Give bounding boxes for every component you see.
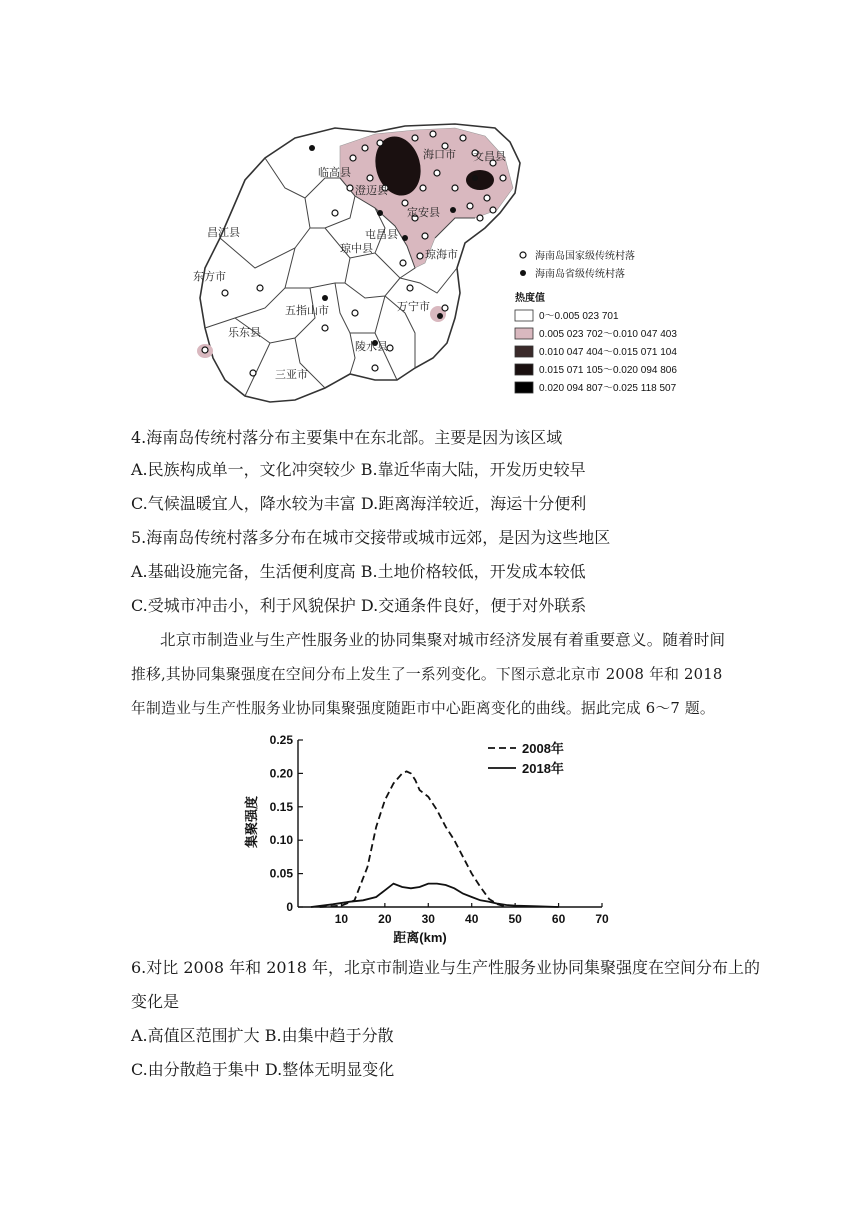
heat-swatch <box>515 364 533 375</box>
x-tick-label: 60 <box>551 912 566 926</box>
label-changjiang: 昌江县 <box>207 226 240 239</box>
label-haikou: 海口市 <box>423 148 456 161</box>
y-tick-label: 0 <box>286 900 293 914</box>
heat-swatch <box>515 328 533 339</box>
legend-label: 2018年 <box>522 761 564 776</box>
label-dingan: 定安县 <box>407 206 440 219</box>
y-tick-label: 0.10 <box>269 833 293 848</box>
label-chengmai: 澄迈县 <box>355 184 388 197</box>
q5-stem: 5.海南岛传统村落多分布在城市交接带或城市远郊，是因为这些地区 <box>131 528 611 547</box>
legend-provincial: 海南岛省级传统村落 <box>535 269 625 280</box>
label-ledong: 乐东县 <box>228 326 261 339</box>
map-legend <box>515 249 677 394</box>
legend-label: 2008年 <box>522 741 564 756</box>
heat-range-label: 0.020 094 807～0.025 118 507 <box>539 383 677 394</box>
heat-range-label: 0.010 047 404～0.015 071 104 <box>539 347 677 358</box>
passage-line-1: 北京市制造业与生产性服务业的协同集聚对城市经济发展有着重要意义。随着时间 <box>160 631 726 649</box>
label-wanning: 万宁市 <box>397 300 430 313</box>
heat-swatch <box>515 310 533 321</box>
label-lingao: 临高县 <box>318 166 351 179</box>
chart-xlabel: 距离(km) <box>393 930 447 945</box>
y-tick-label: 0.20 <box>269 766 293 781</box>
heat-range-label: 0～0.005 023 701 <box>539 311 619 322</box>
x-tick-label: 20 <box>378 912 392 926</box>
label-dongfang: 东方市 <box>193 270 226 283</box>
heat-range-label: 0.005 023 702～0.010 047 403 <box>539 329 677 340</box>
x-tick-label: 30 <box>421 912 435 926</box>
hainan-village-map <box>175 118 705 413</box>
label-qiongzhong: 琼中县 <box>340 242 373 255</box>
x-tick-label: 10 <box>334 912 349 926</box>
passage-line-3: 年制造业与生产性服务业协同集聚强度随距市中心距离变化的曲线。据此完成 6～7 题。 <box>131 700 715 717</box>
heat-title: 热度值 <box>515 293 545 304</box>
heat-swatch <box>515 346 533 357</box>
x-tick-label: 50 <box>508 912 522 926</box>
y-tick-label: 0.15 <box>269 799 293 814</box>
y-tick-label: 0.25 <box>269 733 293 747</box>
heat-swatch <box>515 382 533 393</box>
heat-legend-row <box>515 328 677 340</box>
q6-options-cd: C.由分散趋于集中 D.整体无明显变化 <box>131 1060 395 1079</box>
x-tick-label: 70 <box>595 912 609 926</box>
label-qionghai: 琼海市 <box>425 248 458 261</box>
legend-national: 海南岛国家级传统村落 <box>535 251 635 262</box>
heat-legend-row <box>515 346 677 358</box>
q4-options-ab: A.民族构成单一，文化冲突较少 B.靠近华南大陆，开发历史较早 <box>131 460 586 479</box>
label-sanya: 三亚市 <box>275 368 308 381</box>
label-lingshui: 陵水县 <box>355 340 388 353</box>
q6-options-ab: A.高值区范围扩大 B.由集中趋于分散 <box>131 1026 394 1045</box>
heat-legend-row <box>515 382 677 394</box>
heat-range-label: 0.015 071 105～0.020 094 806 <box>539 365 677 376</box>
x-tick-label: 40 <box>465 912 479 926</box>
q4-options-cd: C.气候温暖宜人，降水较为丰富 D.距离海洋较近，海运十分便利 <box>131 494 587 513</box>
open-circle-icon <box>520 252 526 258</box>
filled-circle-icon <box>520 270 526 276</box>
aggregation-chart <box>240 730 620 948</box>
heat-legend-row <box>515 310 619 322</box>
label-tunchang: 屯昌县 <box>365 228 398 241</box>
label-wuzhishan: 五指山市 <box>285 304 329 317</box>
series-2008-line <box>320 771 507 907</box>
q5-options-cd: C.受城市冲击小，利于风貌保护 D.交通条件良好，便于对外联系 <box>131 596 587 615</box>
chart-ylabel: 集聚强度 <box>245 795 260 849</box>
q6-stem-2: 变化是 <box>131 992 180 1011</box>
heat-core-wenchang <box>466 170 494 190</box>
q5-options-ab: A.基础设施完备，生活便利度高 B.土地价格较低，开发成本较低 <box>131 562 586 581</box>
label-wenchang: 文昌县 <box>473 150 506 163</box>
q6-stem-1: 6.对比 2008 年和 2018 年，北京市制造业与生产性服务业协同集聚强度在空间分布上的 <box>131 958 761 977</box>
heat-legend-row <box>515 364 677 376</box>
q4-stem: 4.海南岛传统村落分布主要集中在东北部。主要是因为该区域 <box>131 428 563 447</box>
y-tick-label: 0.05 <box>269 866 293 881</box>
passage-line-2: 推移,其协同集聚强度在空间分布上发生了一系列变化。下图示意北京市 2008 年和 2018 <box>131 666 723 683</box>
